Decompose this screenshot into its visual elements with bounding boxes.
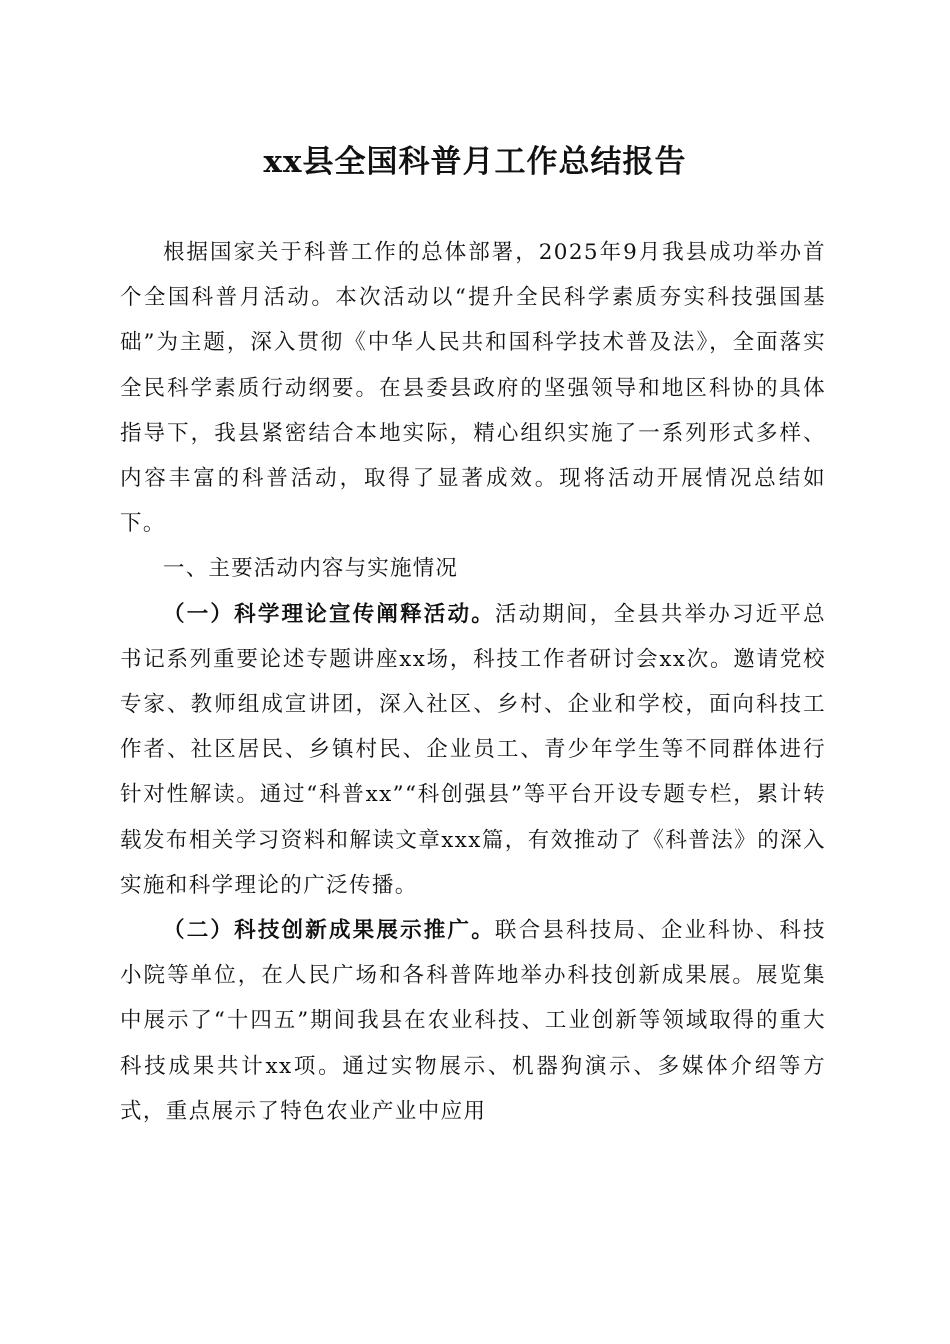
document-body (120, 230, 826, 1134)
item-2-paragraph (120, 908, 826, 1134)
item-2-lead: （二）科技创新成果展示推广。 (163, 918, 495, 944)
section-heading: 一、主要活动内容与实施情况 (163, 556, 459, 582)
item-1-lead: （一）科学理论宣传阐释活动。 (163, 601, 495, 627)
item-1-text: 活动期间，全县共举办习近平总书记系列重要论述专题讲座xx场，科技工作者研讨会xx次。邀请党校专家、教师组成宣讲团，深入社区、乡村、企业和学校，面向科技工作者、社区居民、乡镇村民、企业员工、青少年学生等不同群体进行针对性解读。通过“科普xx”“科创强县”等平台开设专题专栏，累计转载发布相关学习资料和解读文章xxx篇，有效推动了《科普法》的深入实施和科学理论的广泛传播。 (120, 601, 826, 898)
item-2-text: 联合县科技局、企业科协、科技小院等单位，在人民广场和各科普阵地举办科技创新成果展。展览集中展示了“十四五”期间我县在农业科技、工业创新等领域取得的重大科技成果共计xx项。通过实物展示、机器狗演示、多媒体介绍等方式，重点展示了特色农业产业中应用 (120, 918, 826, 1124)
intro-paragraph: 根据国家关于科普工作的总体部署，2025年9月我县成功举办首个全国科普月活动。本次活动以“提升全民科学素质夯实科技强国基础”为主题，深入贯彻《中华人民共和国科学技术普及法》，全面落实全民科学素质行动纲要。在县委县政府的坚强领导和地区科协的具体指导下，我县紧密结合本地实际，精心组织实施了一系列形式多样、内容丰富的科普活动，取得了显著成效。现将活动开展情况总结如下。 (120, 240, 826, 537)
item-1-paragraph (120, 592, 826, 908)
document-title: xx县全国科普月工作总结报告 (263, 144, 687, 180)
